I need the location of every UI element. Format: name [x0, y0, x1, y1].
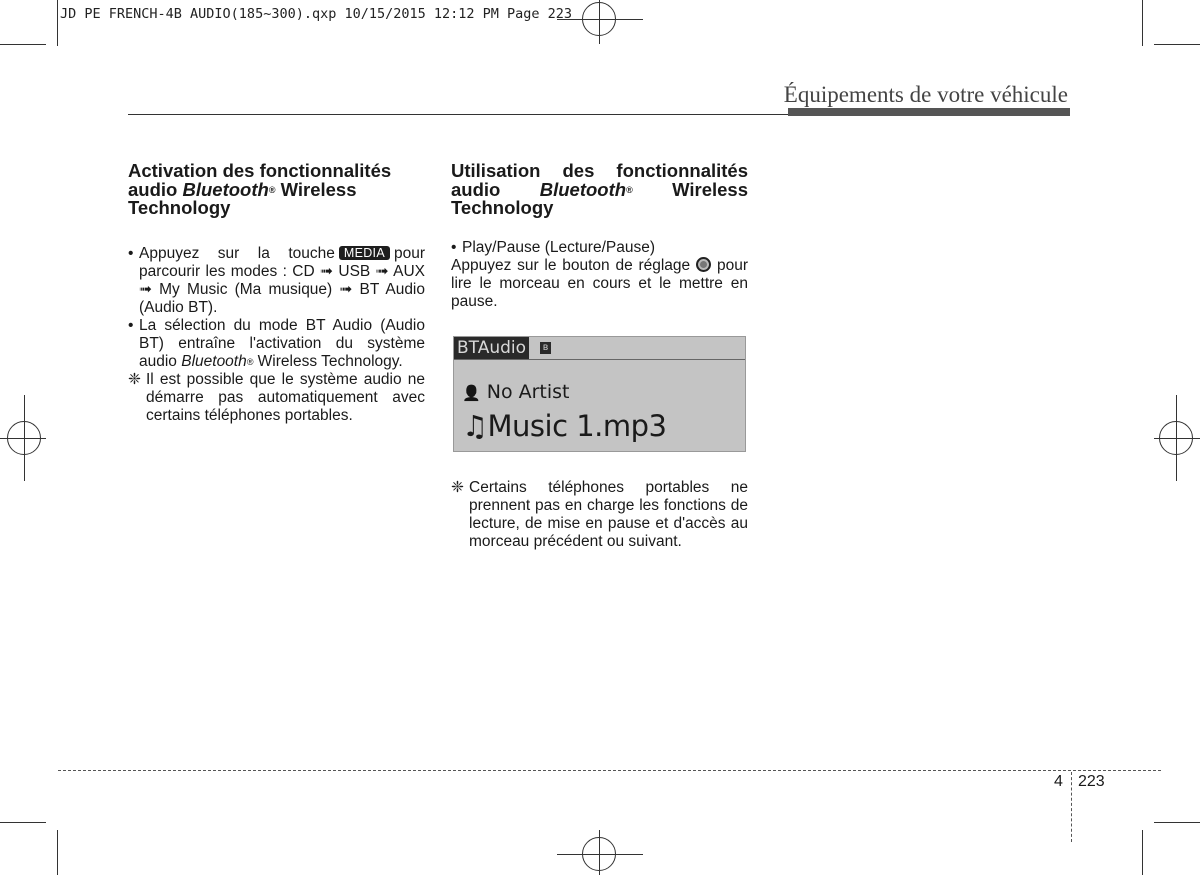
- lcd-display: [453, 336, 746, 452]
- crop-mark: [57, 830, 58, 875]
- left-bullet-1-post: pour parcourir les modes : CD ➟ USB ➟ AUX ➟ My Music (Ma musique) ➟ BT Audio (Audio BT).: [139, 244, 425, 316]
- left-bullet-2-pre: La sélection du mode BT Audio (Audio BT) entraîne l'activation du système audio: [139, 316, 425, 370]
- right-heading-line3: Technology: [451, 197, 554, 218]
- right-heading-wireless: Wireless: [672, 178, 749, 200]
- registration-line: [599, 830, 600, 875]
- registration-line: [599, 0, 600, 44]
- lcd-mode-label: BTAudio: [454, 337, 529, 359]
- footer-divider: [1071, 772, 1072, 842]
- left-heading-wireless: Wireless: [275, 178, 357, 200]
- bullet-mark: •: [128, 316, 134, 334]
- music-note-icon: ♫: [462, 409, 488, 443]
- left-bullet-2: [128, 317, 425, 371]
- left-heading-line1: Activation des fonctionnalités: [128, 160, 392, 181]
- bluetooth-icon: ʙ: [540, 342, 551, 354]
- left-column: [128, 162, 425, 425]
- crop-mark: [1142, 0, 1143, 46]
- left-note: [128, 371, 425, 425]
- left-bullet-2-bluetooth: Bluetooth: [181, 352, 247, 370]
- right-column: [451, 162, 748, 311]
- right-heading-bluetooth: Bluetooth: [539, 178, 627, 200]
- lcd-artist: [462, 381, 570, 403]
- right-para-pre: Appuyez sur le bouton de réglage: [451, 256, 691, 274]
- right-para: [451, 257, 748, 311]
- page-header-title: Équipements de votre véhicule: [783, 82, 1068, 107]
- left-bullet-1-pre: Appuyez sur la touche: [139, 244, 335, 262]
- right-note-text: Certains téléphones portables ne prennent pas en charge les fonctions de lecture, de mise en pause et d'accès au morceau précédent ou suivant.: [469, 479, 748, 550]
- header-rule: [128, 114, 788, 115]
- registration-line: [1154, 438, 1200, 439]
- note-mark: ❈: [451, 479, 464, 496]
- left-note-text: Il est possible que le système audio ne démarre pas automatiquement avec certains téléphones portables.: [146, 370, 425, 424]
- right-para-post: pour lire le morceau en cours et le mettre en pause.: [451, 256, 748, 310]
- crop-mark: [1154, 822, 1200, 823]
- crop-mark: [0, 44, 46, 45]
- footer-rule: [58, 770, 1161, 771]
- left-heading-bluetooth: Bluetooth: [182, 178, 269, 200]
- bullet-mark: •: [451, 238, 457, 256]
- registration-line: [557, 854, 643, 855]
- crop-mark: [57, 0, 58, 46]
- header-rule-bar: [788, 108, 1070, 116]
- right-bullet-1-text: Play/Pause (Lecture/Pause): [462, 238, 655, 256]
- section-number: 4: [1054, 773, 1063, 790]
- bullet-mark: •: [128, 244, 134, 262]
- crop-mark: [0, 822, 46, 823]
- right-heading-audio: audio: [451, 178, 501, 200]
- left-bullet-2-post: Wireless Technology.: [253, 352, 403, 370]
- right-heading-line1: Utilisation des fonctionnalités: [451, 160, 748, 181]
- lcd-track-text: Music 1.mp3: [487, 409, 667, 443]
- tune-knob-icon: [696, 257, 711, 272]
- media-key: MEDIA: [339, 246, 390, 260]
- right-heading-reg: ®: [626, 184, 633, 195]
- page-number: 223: [1078, 773, 1105, 790]
- right-heading: [451, 162, 748, 218]
- right-note: [451, 479, 748, 551]
- lcd-artist-text: No Artist: [486, 381, 570, 403]
- registration-line: [0, 438, 46, 439]
- lcd-track: [462, 409, 667, 443]
- left-heading-line3: Technology: [128, 197, 231, 218]
- left-bullet-2-reg: ®: [246, 356, 254, 367]
- crop-mark: [1154, 44, 1200, 45]
- print-slug: JD PE FRENCH-4B AUDIO(185~300).qxp 10/15/2015 12:12 PM Page 223: [60, 6, 573, 22]
- person-icon: 👤: [462, 384, 481, 402]
- left-heading: [128, 162, 425, 218]
- note-mark: ❈: [128, 370, 141, 388]
- left-heading-reg: ®: [268, 184, 276, 195]
- left-heading-audio: audio: [128, 178, 183, 200]
- crop-mark: [1142, 830, 1143, 875]
- right-bullet-1: [451, 239, 748, 257]
- left-bullet-1: [128, 245, 425, 317]
